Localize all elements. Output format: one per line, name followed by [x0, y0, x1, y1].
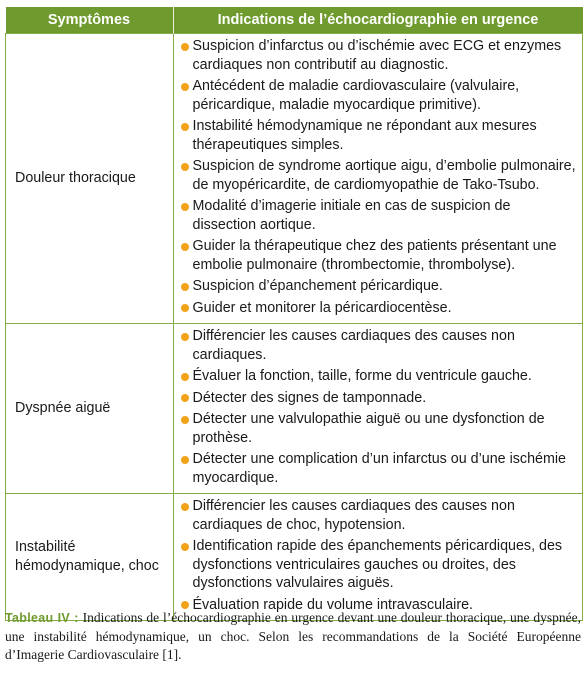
list-item: [180, 237, 577, 274]
bullet-icon: [181, 243, 189, 251]
list-item: [180, 537, 577, 593]
list-item: [180, 77, 577, 114]
symptom-cell: Instabilité hémodynamique, choc: [6, 494, 174, 621]
indications-cell: [173, 494, 583, 621]
item-text: Suspicion de syndrome aortique aigu, d’embolie pulmonaire, de myopéricardite, de cardiomyopathie de Tako-Tsubo.: [192, 158, 576, 193]
table-row: [6, 34, 583, 324]
caption-label: Tableau IV :: [5, 611, 79, 625]
bullet-icon: [181, 601, 189, 609]
list-item: [180, 37, 577, 74]
bullet-icon: [181, 503, 189, 511]
bullet-icon: [181, 283, 189, 291]
item-text: Suspicion d’infarctus ou d’ischémie avec ECG et enzymes cardiaques non contributif au diagnostic.: [192, 38, 562, 73]
bullet-icon: [181, 43, 189, 51]
bullet-icon: [181, 373, 189, 381]
bullet-icon: [181, 304, 189, 312]
bullet-icon: [181, 456, 189, 464]
item-text: Antécédent de maladie cardiovasculaire (valvulaire, péricardique, maladie myocardique primitive).: [192, 78, 520, 113]
table-header-row: [6, 7, 583, 34]
list-item: [180, 450, 577, 487]
symptom-cell: Dyspnée aiguë: [6, 324, 174, 494]
list-item: [180, 410, 577, 447]
table-row: [6, 324, 583, 494]
bullet-icon: [181, 203, 189, 211]
bullet-icon: [181, 83, 189, 91]
item-text: Guider la thérapeutique chez des patients présentant une embolie pulmonaire (thrombectomie, thrombolyse).: [192, 238, 557, 273]
indications-cell: [173, 34, 583, 324]
item-text: Différencier les causes cardiaques des causes non cardiaques.: [192, 328, 515, 363]
indications-table: [5, 7, 583, 621]
list-item: [180, 367, 577, 386]
list-item: [180, 299, 577, 318]
item-text: Différencier les causes cardiaques des causes non cardiaques de choc, hypotension.: [192, 498, 515, 533]
bullet-icon: [181, 416, 189, 424]
symptom-cell: Douleur thoracique: [6, 34, 174, 324]
table-caption: [5, 609, 581, 665]
item-text: Évaluation rapide du volume intravasculaire.: [192, 596, 474, 613]
item-text: Évaluer la fonction, taille, forme du ventricule gauche.: [192, 368, 532, 384]
caption-text: Indications de l’échocardiographie en urgence devant une douleur thoracique, une dyspnée, une instabilité hémodynamique, un choc. Selon les recommandations de la Société Européenne d’Imagerie Cardiovasculaire [1].: [5, 610, 581, 662]
list-item: [180, 277, 577, 296]
item-text: Guider et monitorer la péricardiocentèse.: [192, 299, 452, 316]
header-symptoms: Symptômes: [6, 7, 174, 34]
list-item: [180, 197, 577, 234]
item-text: Détecter une complication d’un infarctus ou d’une ischémie myocardique.: [192, 451, 567, 486]
item-text: Détecter une valvulopathie aiguë ou une dysfonction de prothèse.: [192, 411, 545, 446]
table-row: [6, 494, 583, 621]
list-item: [180, 157, 577, 194]
list-item: [180, 117, 577, 154]
item-text: Détecter des signes de tamponnade.: [192, 389, 427, 406]
bullet-icon: [181, 123, 189, 131]
list-item: [180, 497, 577, 534]
header-indications: Indications de l’échocardiographie en urgence: [173, 7, 583, 34]
bullet-icon: [181, 333, 189, 341]
item-text: Modalité d’imagerie initiale en cas de suspicion de dissection aortique.: [192, 198, 511, 233]
bullet-icon: [181, 543, 189, 551]
list-item: [180, 327, 577, 364]
list-item: [180, 389, 577, 408]
indications-cell: [173, 324, 583, 494]
item-text: Suspicion d’épanchement péricardique.: [192, 278, 443, 294]
item-text: Identification rapide des épanchements péricardiques, des dysfonctions ventriculaires gauches ou droites, des dysfonctions valvulaires aiguës.: [192, 538, 563, 591]
bullet-icon: [181, 163, 189, 171]
bullet-icon: [181, 394, 189, 402]
item-text: Instabilité hémodynamique ne répondant aux mesures thérapeutiques simples.: [192, 118, 537, 153]
